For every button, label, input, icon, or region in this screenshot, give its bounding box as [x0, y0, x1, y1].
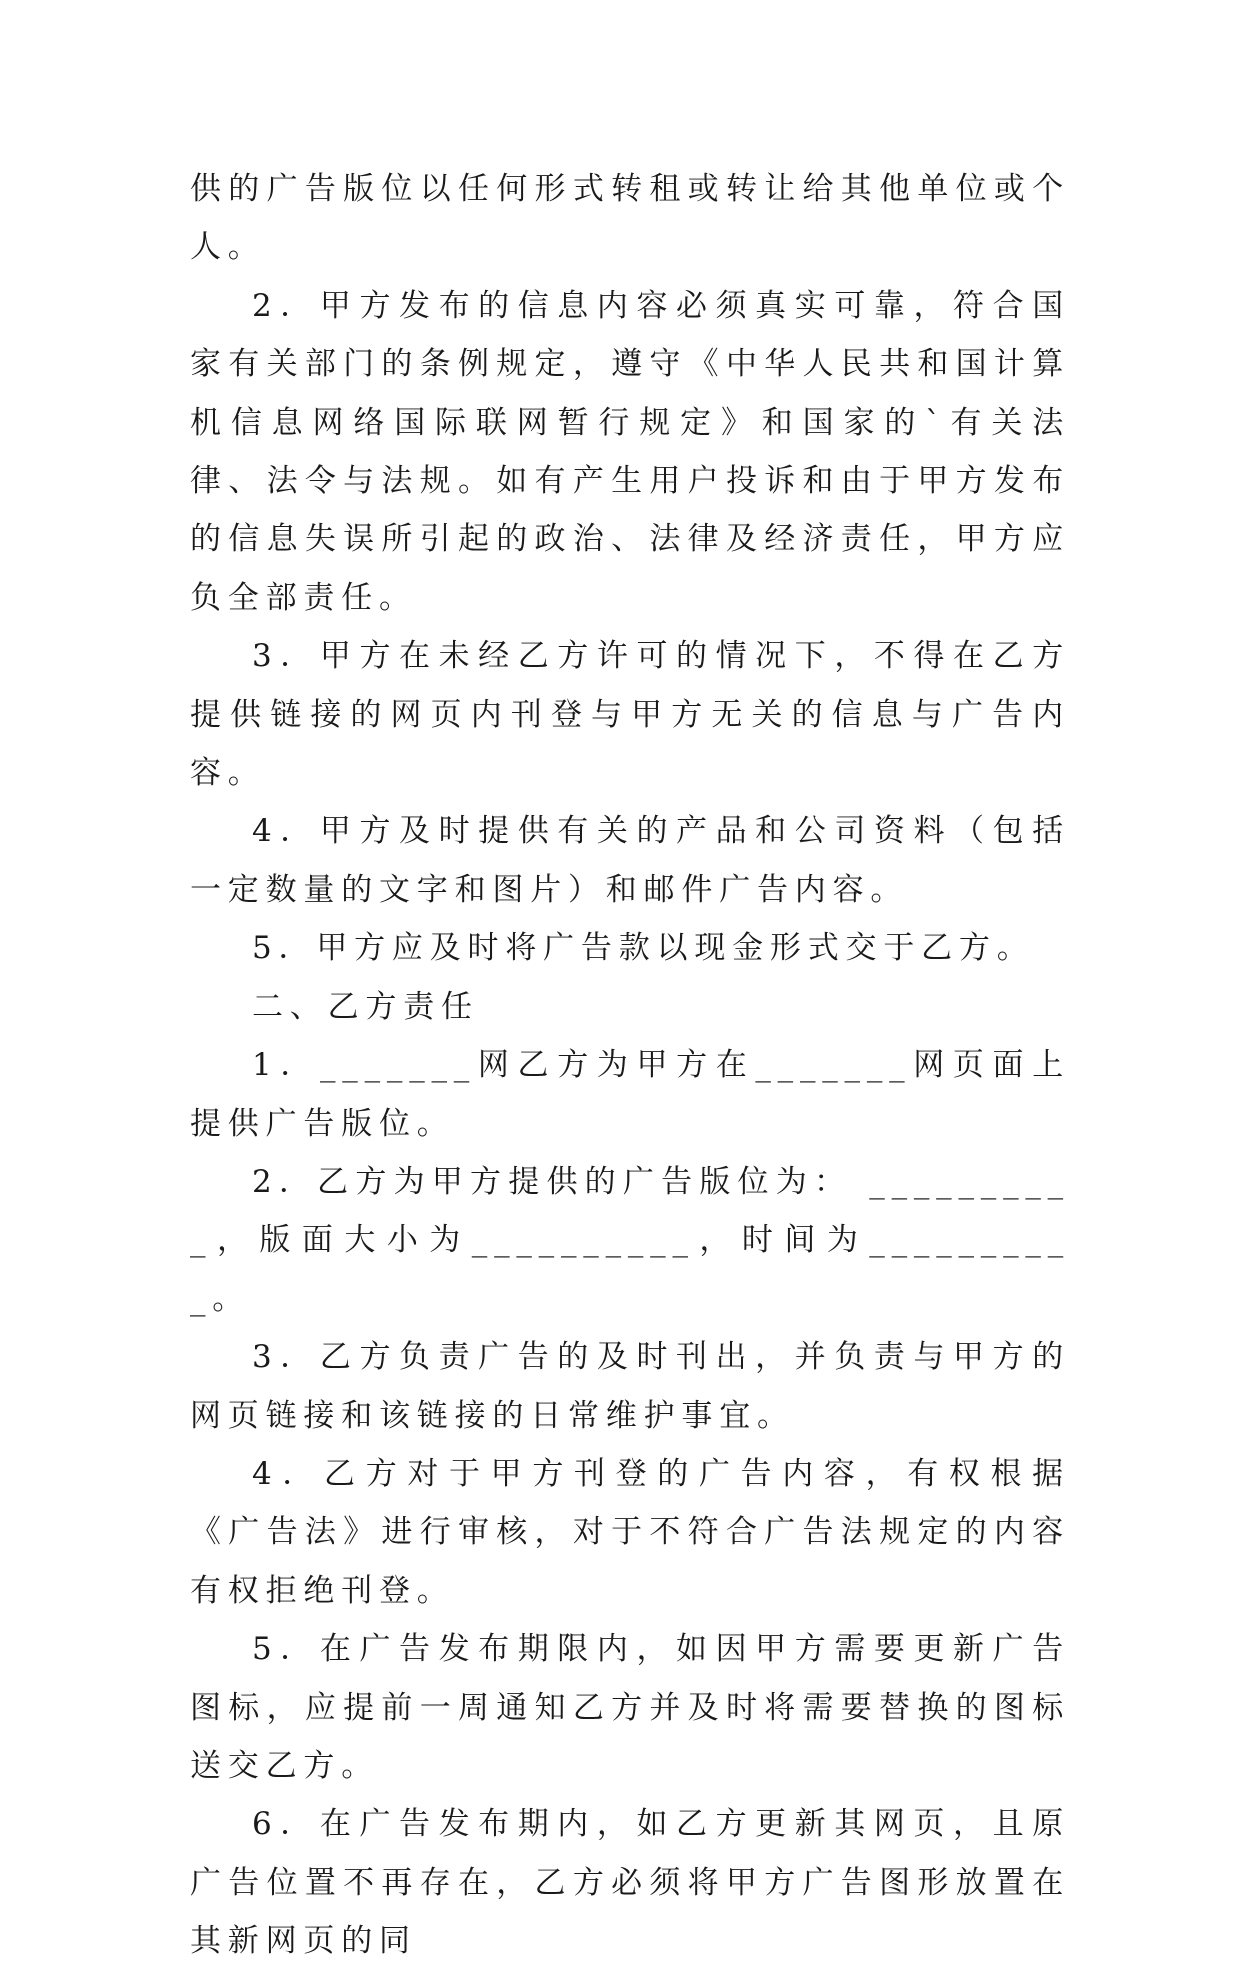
paragraph-party-b-item-2: 2．乙方为甲方提供的广告版位为： __________，版面大小为__________，时间为__________。 [190, 1163, 1070, 1317]
paragraph-party-a-item-2: 2．甲方发布的信息内容必须真实可靠，符合国家有关部门的条例规定，遵守《中华人民共和国计算机信息网络国际联网暂行规定》和国家的`有关法律、法令与法规。如有产生用户投诉和由于甲方发布的信息失误所引起的政治、法律及经济责任，甲方应负全部责任。 [190, 287, 1070, 616]
document-body [190, 160, 1070, 1971]
section-heading-party-b: 二、乙方责任 [252, 988, 479, 1025]
paragraph-party-b-item-6: 6．在广告发布期内，如乙方更新其网页，且原广告位置不再存在，乙方必须将甲方广告图形放置在其新网页的同 [190, 1806, 1070, 1960]
paragraph-party-a-item-4: 4．甲方及时提供有关的产品和公司资料（包括一定数量的文字和图片）和邮件广告内容。 [190, 813, 1070, 908]
paragraph-party-b-item-5: 5．在广告发布期限内，如因甲方需要更新广告图标，应提前一周通知乙方并及时将需要替换的图标送交乙方。 [190, 1631, 1070, 1784]
paragraph-party-b-item-3: 3．乙方负责广告的及时刊出，并负责与甲方的网页链接和该链接的日常维护事宜。 [190, 1339, 1070, 1434]
paragraph-continuation: 供的广告版位以任何形式转租或转让给其他单位或个人。 [190, 171, 1070, 266]
paragraph-party-a-item-5: 5．甲方应及时将广告款以现金形式交于乙方。 [252, 930, 1035, 967]
paragraph-party-b-item-4: 4．乙方对于甲方刊登的广告内容，有权根据《广告法》进行审核，对于不符合广告法规定的内容有权拒绝刊登。 [190, 1455, 1070, 1609]
paragraph-party-b-item-1: 1．_______网乙方为甲方在_______网页面上提供广告版位。 [190, 1047, 1070, 1142]
paragraph-party-a-item-3: 3．甲方在未经乙方许可的情况下，不得在乙方提供链接的网页内刊登与甲方无关的信息与广告内容。 [190, 638, 1070, 792]
